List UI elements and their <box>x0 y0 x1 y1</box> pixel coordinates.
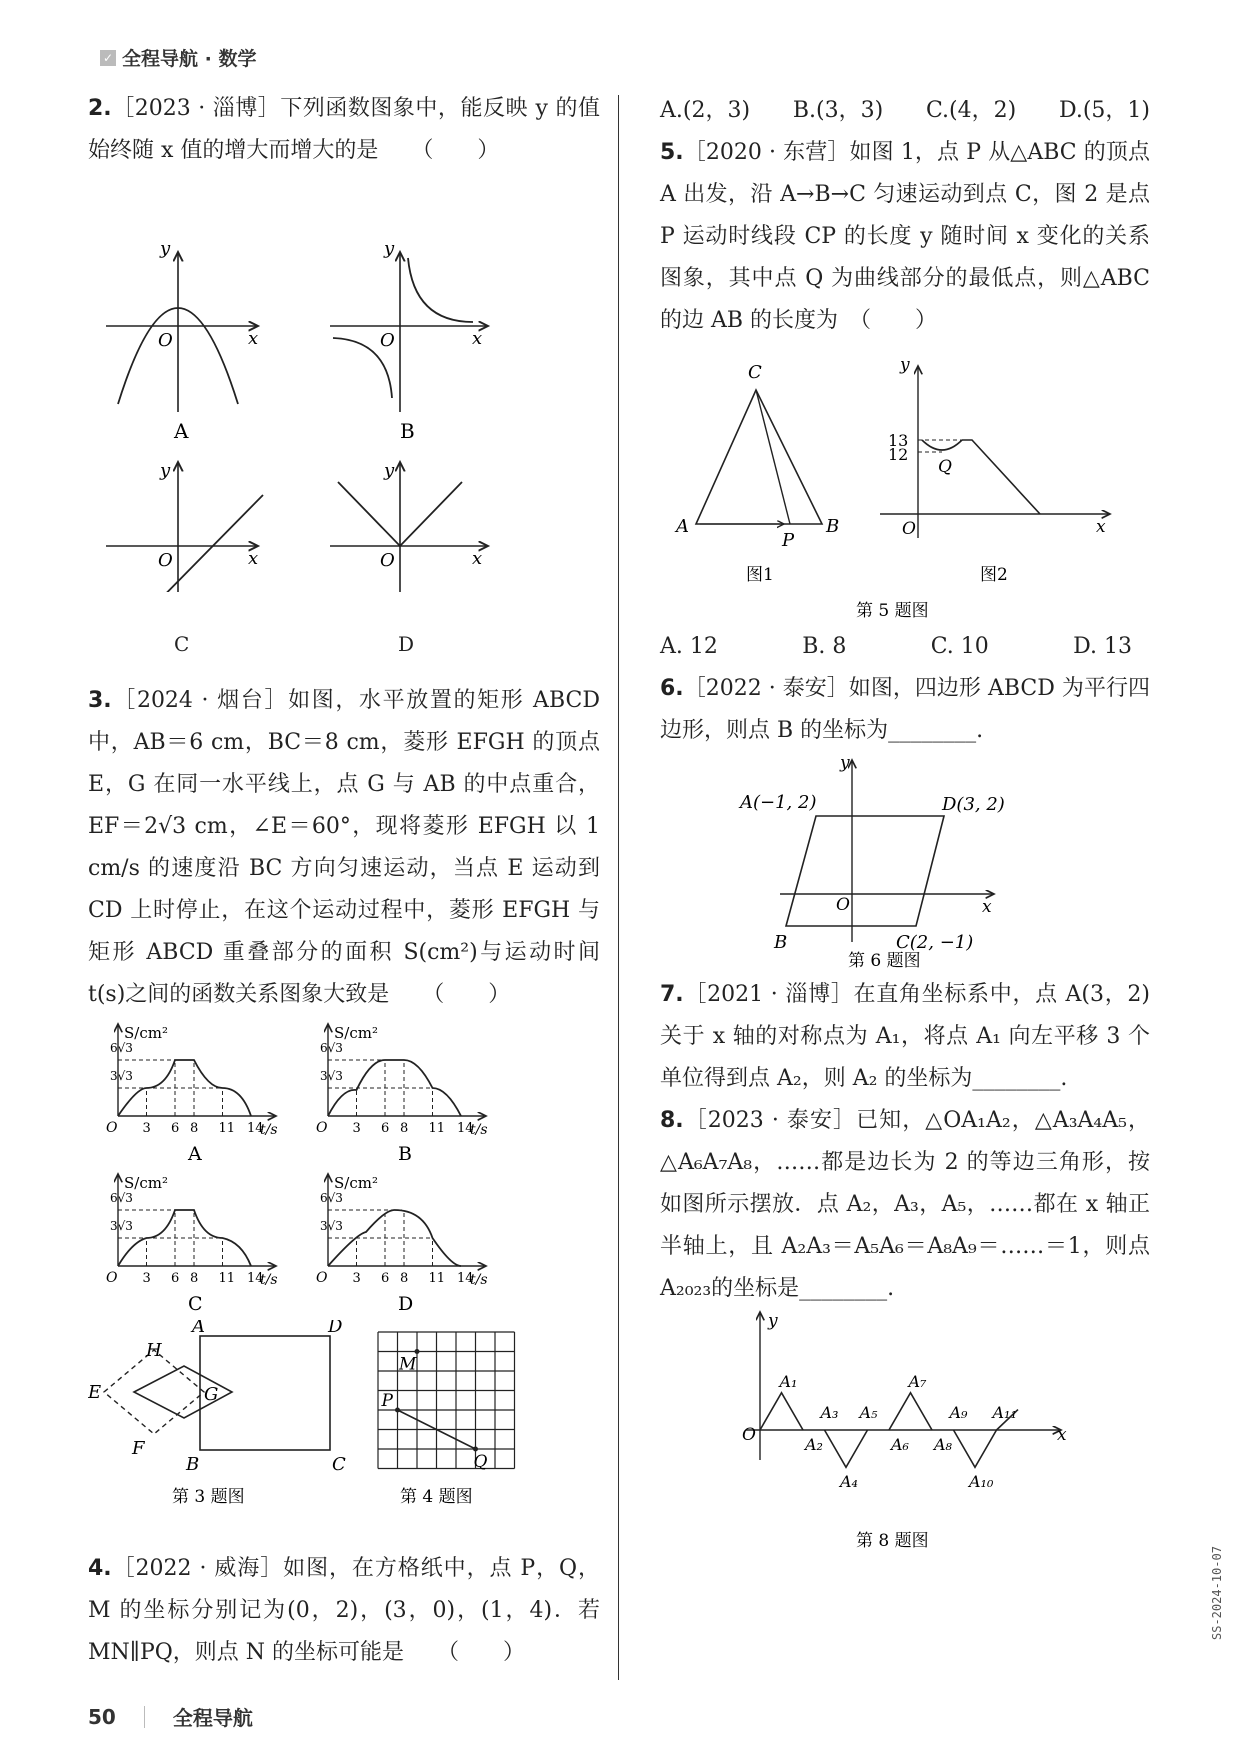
q4-caption: 第 4 题图 <box>400 1487 473 1507</box>
svg-text:F: F <box>132 1438 145 1459</box>
svg-text:6: 6 <box>171 1271 180 1286</box>
svg-text:A₁₁: A₁₁ <box>992 1403 1017 1422</box>
svg-text:A₂: A₂ <box>805 1435 823 1454</box>
svg-text:11: 11 <box>428 1271 446 1286</box>
svg-text:t/s: t/s <box>260 1272 278 1288</box>
svg-text:x: x <box>1057 1425 1067 1445</box>
svg-text:t/s: t/s <box>470 1272 488 1288</box>
svg-text:3: 3 <box>142 1271 151 1286</box>
svg-text:S/cm²: S/cm² <box>334 1024 378 1042</box>
question-2-graphs <box>88 172 600 592</box>
svg-text:3: 3 <box>352 1271 361 1286</box>
q3-caption: 第 3 题图 <box>172 1487 245 1507</box>
svg-text:8: 8 <box>190 1271 199 1286</box>
question-3: 3.［2024 · 烟台］如图，水平放置的矩形 ABCD 中，AB＝6 cm，BC＝8 cm，菱形 EFGH 的顶点 E，G 在同一水平线上，点 G 与 AB 的中点重合，EF＝2√3 cm，∠E＝60°，现将菱形 EFGH 以 1 cm/s 的速度沿 BC 方向匀速运动，当点 E 运动到 CD 上时停止，在这个运动过程中，菱形 EFGH 与矩形 ABCD 重叠部分的面积 S(cm²)与运动时间 t(s)之间的函数关系图象大致是 （ ） <box>88 688 600 1007</box>
svg-text:y: y <box>384 460 395 481</box>
svg-text:C: C <box>748 362 762 383</box>
svg-text:H: H <box>146 1340 162 1361</box>
question-3-text: ［2024 · 烟台］如图，水平放置的矩形 ABCD 中，AB＝6 cm，BC＝8 cm，菱形 EFGH 的顶点 E，G 在同一水平线上，点 G 与 AB 的中点重合，EF＝2√3 cm，∠E＝60°，现将菱形 EFGH 以 1 cm/s 的速度沿 BC 方向匀速运动，当点 E 运动到 CD 上时停止，在这个运动过程中，菱形 EFGH 与矩形 ABCD 重叠部分的面积 S(cm²)与运动时间 t(s)之间的函数关系图象大致是 （ ） <box>88 688 600 1007</box>
q3-rect-rhombus <box>88 1320 346 1507</box>
q6-caption: 第 6 题图 <box>848 951 921 970</box>
question-2-lower-labels <box>88 596 600 666</box>
left-column <box>88 88 600 1674</box>
q5-option-d: D. 13 <box>1073 634 1132 659</box>
svg-text:D: D <box>328 1320 343 1337</box>
svg-text:O: O <box>902 519 916 539</box>
svg-text:第 8 题图: 第 8 题图 <box>856 1531 929 1550</box>
svg-text:6: 6 <box>171 1121 180 1136</box>
graph-b-hyperbola <box>330 238 488 443</box>
svg-text:G: G <box>204 1384 219 1405</box>
svg-text:A₄: A₄ <box>840 1472 858 1492</box>
svg-text:3√3: 3√3 <box>110 1219 133 1233</box>
svg-text:A₅: A₅ <box>859 1403 878 1422</box>
svg-text:C: C <box>332 1454 346 1475</box>
svg-text:O: O <box>158 330 173 351</box>
svg-text:y: y <box>768 1311 778 1331</box>
question-3-graphs <box>88 1016 600 1316</box>
svg-text:O: O <box>836 895 850 915</box>
q4-option-a: A.(2，3) <box>660 98 751 123</box>
graph-d-absolute <box>330 460 488 592</box>
svg-text:A₈: A₈ <box>934 1435 952 1454</box>
q5-option-b: B. 8 <box>802 634 847 659</box>
svg-text:A₆: A₆ <box>891 1435 909 1454</box>
svg-text:O: O <box>106 1120 118 1136</box>
svg-text:x: x <box>472 548 483 569</box>
page-number: 50 <box>88 1704 116 1729</box>
footer-divider <box>144 1706 145 1728</box>
page-header <box>100 44 256 71</box>
side-code: SS-2024-10-07 <box>1210 1546 1224 1640</box>
header-title: 全程导航 · 数学 <box>122 48 257 70</box>
q4-grid <box>378 1332 515 1472</box>
question-7: 7.［2021 · 淄博］在直角坐标系中，点 A(3，2)关于 x 轴的对称点为 A₁，将点 A₁ 向左平移 3 个单位得到点 A₂，则 A₂ 的坐标为________. <box>660 982 1150 1091</box>
q4-option-b: B.(3，3) <box>792 98 884 123</box>
svg-text:C: C <box>188 1293 203 1315</box>
svg-text:x: x <box>248 548 259 569</box>
svg-text:x: x <box>1096 517 1106 537</box>
check-icon: ✓ <box>100 50 116 66</box>
q6-label-d: D(3, 2) <box>942 794 1005 815</box>
svg-text:S/cm²: S/cm² <box>334 1174 378 1192</box>
svg-text:O: O <box>380 550 395 571</box>
svg-text:14: 14 <box>457 1121 474 1136</box>
q5-options <box>660 626 1150 668</box>
svg-text:8: 8 <box>400 1121 409 1136</box>
svg-text:x: x <box>248 328 259 349</box>
svg-text:Q: Q <box>473 1452 488 1472</box>
svg-text:x: x <box>982 897 992 917</box>
question-8: 8.［2023 · 泰安］已知，△OA₁A₂，△A₃A₄A₅，△A₆A₇A₈，……都是边长为 2 的等边三角形，按如图所示摆放．点 A₂，A₃，A₅，……都在 x 轴正半轴上，且 A₂A₃＝A₅A₆＝A₈A₉＝……＝1，则点 A₂₀₂₃的坐标是________. <box>660 1108 1150 1301</box>
svg-text:E: E <box>88 1382 102 1403</box>
question-5-figures <box>660 342 1150 622</box>
svg-text:P: P <box>782 530 795 551</box>
svg-text:6√3: 6√3 <box>320 1191 343 1205</box>
q3-graph-c <box>106 1174 278 1315</box>
graph-c-label: C <box>174 632 190 656</box>
question-8-text: ［2023 · 泰安］已知，△OA₁A₂，△A₃A₄A₅，△A₆A₇A₈，……都是边长为 2 的等边三角形，按如图所示摆放．点 A₂，A₃，A₅，……都在 x 轴正半轴上，且 A₂A₃＝A₅A₆＝A₈A₉＝……＝1，则点 A₂₀₂₃的坐标是________. <box>660 1108 1150 1301</box>
graph-d-label: D <box>398 632 415 656</box>
svg-text:11: 11 <box>428 1121 446 1136</box>
svg-text:A₁: A₁ <box>779 1371 798 1391</box>
svg-text:13: 13 <box>888 431 909 450</box>
page-footer <box>88 1702 253 1731</box>
svg-text:O: O <box>158 550 173 571</box>
svg-text:11: 11 <box>218 1121 236 1136</box>
svg-text:y: y <box>840 753 850 773</box>
question-2: 2.［2023 · 淄博］下列函数图象中，能反映 y 的值始终随 x 值的增大而增大的是 （ ） <box>88 96 600 163</box>
svg-text:B: B <box>398 1143 412 1165</box>
footer-brand: 全程导航 <box>172 1706 253 1730</box>
svg-text:B: B <box>186 1454 200 1475</box>
svg-text:D: D <box>398 1293 414 1315</box>
svg-text:14: 14 <box>457 1271 474 1286</box>
svg-text:y: y <box>160 460 171 481</box>
svg-text:3√3: 3√3 <box>110 1069 133 1083</box>
svg-text:t/s: t/s <box>260 1122 278 1138</box>
svg-text:6√3: 6√3 <box>320 1041 343 1055</box>
svg-text:A₁₀: A₁₀ <box>969 1472 994 1492</box>
svg-text:8: 8 <box>400 1271 409 1286</box>
svg-text:6: 6 <box>381 1271 390 1286</box>
q5-fig2-label: 图2 <box>980 565 1008 585</box>
q6-label-c: C(2, −1) <box>896 932 974 953</box>
q6-label-b: B <box>774 932 788 953</box>
right-column <box>660 48 1150 1554</box>
svg-text:S/cm²: S/cm² <box>124 1024 168 1042</box>
q3-graph-d <box>316 1174 488 1315</box>
q5-option-a: A. 12 <box>660 634 718 659</box>
svg-text:B: B <box>826 516 840 537</box>
q5-fig1-label: 图1 <box>746 565 774 585</box>
q5-caption: 第 5 题图 <box>856 601 929 621</box>
svg-text:3: 3 <box>352 1121 361 1136</box>
svg-text:6√3: 6√3 <box>110 1191 133 1205</box>
svg-text:A₃: A₃ <box>820 1403 839 1422</box>
svg-text:A₇: A₇ <box>908 1371 927 1391</box>
q4-option-d: D.(5，1) <box>1058 98 1150 123</box>
svg-text:14: 14 <box>247 1271 264 1286</box>
q4-options <box>660 90 1150 132</box>
question-5-text: ［2020 · 东营］如图 1，点 P 从△ABC 的顶点 A 出发，沿 A→B→C 匀速运动到点 C，图 2 是点 P 运动时线段 CP 的长度 y 随时间 x 变化的关系图象，其中点 Q 为曲线部分的最低点，则△ABC 的边 AB 的长度为 （ ） <box>660 140 1150 333</box>
q3-graph-a <box>106 1024 278 1165</box>
svg-text:12: 12 <box>888 445 909 464</box>
svg-text:P: P <box>381 1391 393 1411</box>
svg-text:y: y <box>160 238 171 259</box>
svg-text:O: O <box>106 1270 118 1286</box>
question-4: 4.［2022 · 威海］如图，在方格纸中，点 P，Q，M 的坐标分别记为(0，2)，(3，0)，(1，4)．若 MN∥PQ，则点 N 的坐标可能是 （ ） <box>88 1556 600 1665</box>
svg-text:A: A <box>188 1143 202 1165</box>
q3-graph-b <box>316 1024 488 1165</box>
question-4-text: ［2022 · 威海］如图，在方格纸中，点 P，Q，M 的坐标分别记为(0，2)，(3，0)，(1，4)．若 MN∥PQ，则点 N 的坐标可能是 （ ） <box>88 1556 600 1665</box>
graph-c-line <box>106 460 263 592</box>
svg-text:y: y <box>384 238 395 259</box>
q4-option-c: C.(4，2) <box>925 98 1017 123</box>
svg-text:t/s: t/s <box>470 1122 488 1138</box>
q6-label-a: A(−1, 2) <box>740 792 817 813</box>
q5-option-c: C. 10 <box>930 634 989 659</box>
question-7-text: ［2021 · 淄博］在直角坐标系中，点 A(3，2)关于 x 轴的对称点为 A₁，将点 A₁ 向左平移 3 个单位得到点 A₂，则 A₂ 的坐标为________. <box>660 982 1150 1091</box>
svg-text:6: 6 <box>381 1121 390 1136</box>
graph-a-label: A <box>174 419 189 443</box>
svg-text:3√3: 3√3 <box>320 1069 343 1083</box>
svg-text:y: y <box>900 355 910 375</box>
svg-text:6√3: 6√3 <box>110 1041 133 1055</box>
svg-text:A: A <box>192 1320 205 1337</box>
svg-text:O: O <box>742 1425 756 1445</box>
svg-text:8: 8 <box>190 1121 199 1136</box>
q5-triangle <box>674 362 839 585</box>
svg-text:Q: Q <box>938 457 952 477</box>
graph-b-label: B <box>400 419 415 443</box>
svg-text:M: M <box>399 1354 417 1375</box>
question-5: 5.［2020 · 东营］如图 1，点 P 从△ABC 的顶点 A 出发，沿 A→B→C 匀速运动到点 C，图 2 是点 P 运动时线段 CP 的长度 y 随时间 x 变化的关系图象，其中点 Q 为曲线部分的最低点，则△ABC 的边 AB 的长度为 （ ） <box>660 140 1150 333</box>
svg-text:S/cm²: S/cm² <box>124 1174 168 1192</box>
svg-text:14: 14 <box>247 1121 264 1136</box>
svg-text:O: O <box>316 1270 328 1286</box>
column-divider <box>618 95 619 1680</box>
svg-text:O: O <box>380 330 395 351</box>
question-3-4-figures <box>88 1320 600 1540</box>
svg-text:11: 11 <box>218 1271 236 1286</box>
question-6-text: ［2022 · 泰安］如图，四边形 ABCD 为平行四边形，则点 B 的坐标为________. <box>660 676 1150 743</box>
question-8-figure <box>660 1310 1150 1550</box>
question-6: 6.［2022 · 泰安］如图，四边形 ABCD 为平行四边形，则点 B 的坐标为________. <box>660 676 1150 743</box>
question-2-text: ［2023 · 淄博］下列函数图象中，能反映 y 的值始终随 x 值的增大而增大的是 （ ） <box>88 96 600 163</box>
svg-text:x: x <box>472 328 483 349</box>
svg-text:O: O <box>316 1120 328 1136</box>
q5-graph <box>880 355 1110 585</box>
svg-text:3: 3 <box>142 1121 151 1136</box>
graph-a-parabola <box>106 238 258 443</box>
svg-text:3√3: 3√3 <box>320 1219 343 1233</box>
svg-text:A₉: A₉ <box>949 1403 968 1422</box>
question-6-figure <box>660 752 1150 970</box>
svg-text:A: A <box>676 516 689 537</box>
